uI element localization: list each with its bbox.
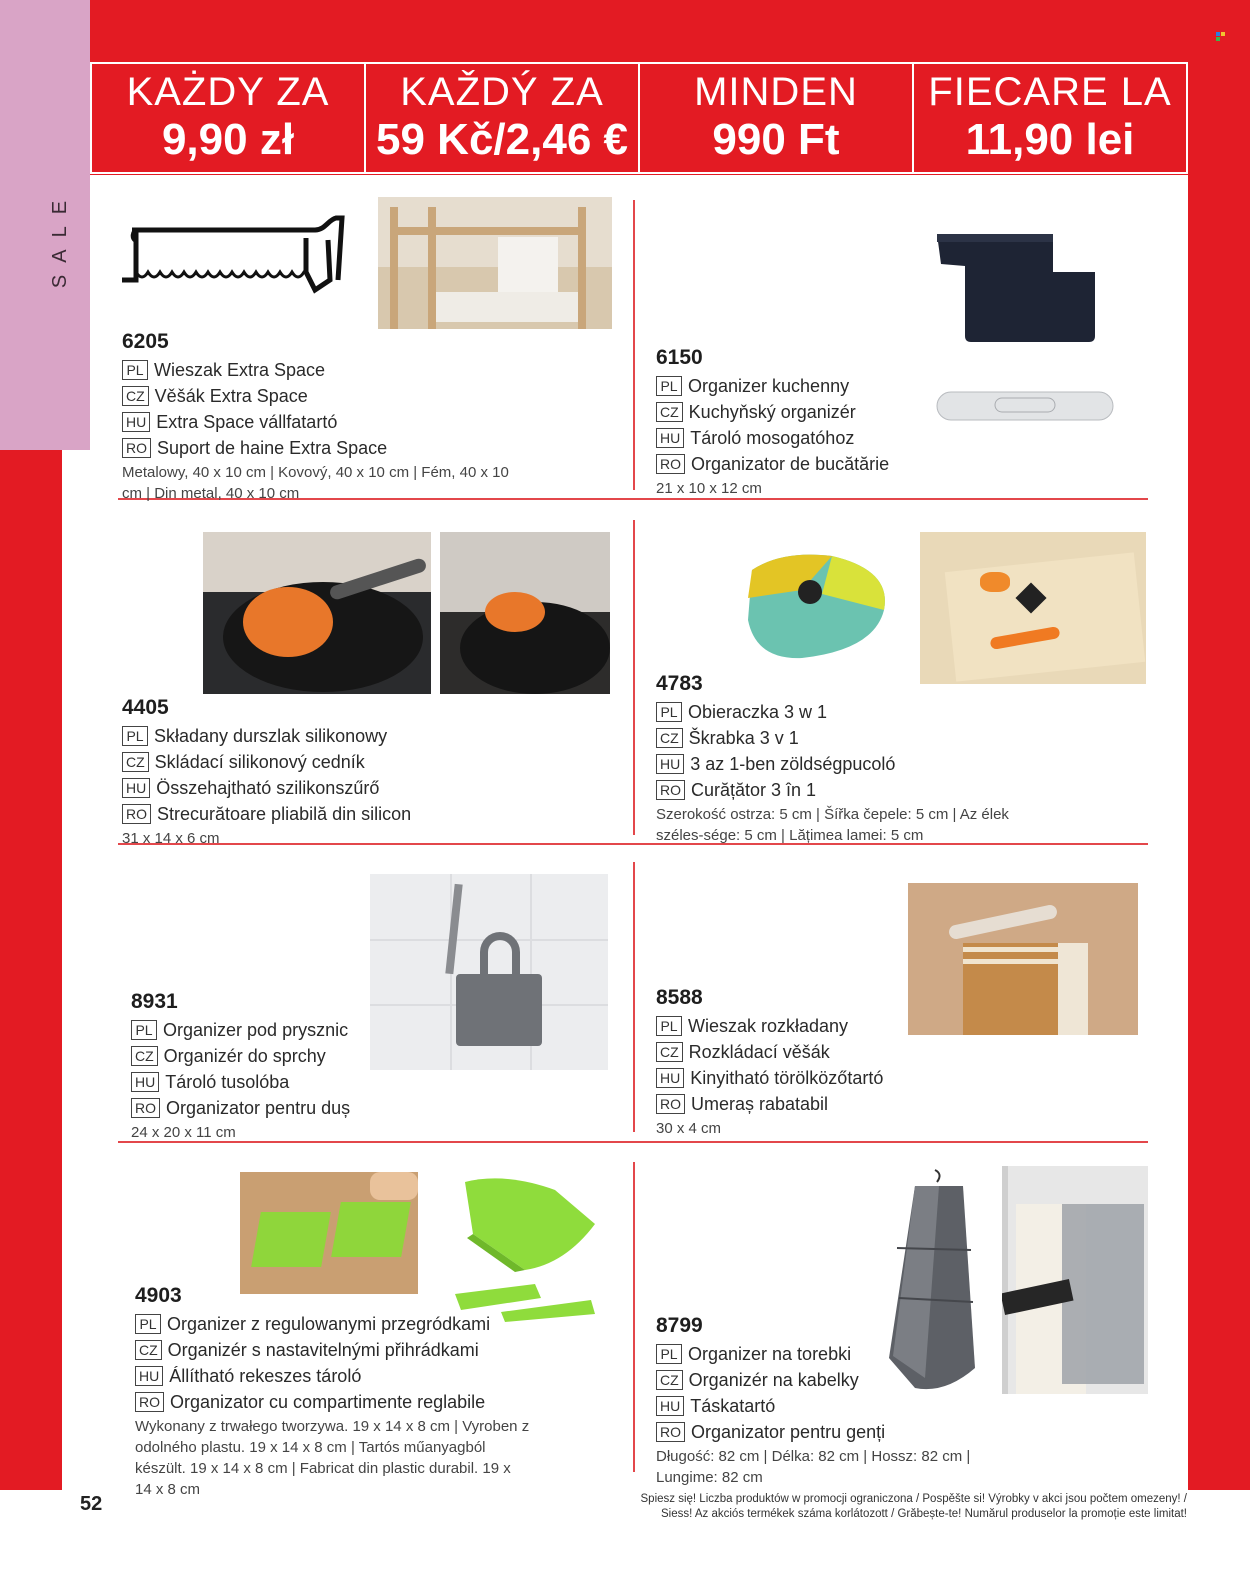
country-code-badge: PL [135, 1314, 161, 1334]
peeler-board-photo [920, 532, 1146, 684]
product-name: Organizér na kabelky [688, 1369, 859, 1390]
country-code-badge: PL [656, 1016, 682, 1036]
product-name-line [656, 725, 1056, 751]
country-code-badge: PL [122, 726, 148, 746]
product-name: Organizér s nastavitelnými přihrádkami [167, 1339, 479, 1360]
product-name: Organizator de bucătărie [691, 453, 890, 474]
kitchen-organizer-image [935, 228, 1105, 346]
product-name-line [656, 699, 1056, 725]
product-name: Tároló tusolóba [165, 1071, 290, 1092]
country-code-badge: PL [656, 702, 682, 722]
product-name-line [122, 801, 522, 827]
divider [633, 1162, 635, 1472]
peeler-image [742, 550, 892, 662]
product-6205 [122, 330, 522, 504]
country-code-badge: CZ [656, 1042, 683, 1062]
drip-tray-image [935, 388, 1115, 424]
product-dimensions: 31 x 14 x 6 cm [122, 830, 220, 847]
product-name: Állítható rekeszes tároló [169, 1365, 362, 1386]
country-code-badge: RO [656, 1422, 685, 1442]
product-dimensions: 24 x 20 x 11 cm [131, 1124, 236, 1141]
product-8799 [656, 1314, 1036, 1488]
towel-rack-photo [908, 883, 1138, 1035]
country-code-badge: HU [131, 1072, 159, 1092]
divider [633, 862, 635, 1132]
product-name-line [656, 1367, 1036, 1393]
product-name-line [131, 1043, 371, 1069]
divider [633, 520, 635, 835]
product-code: 6150 [656, 346, 703, 369]
country-code-badge: RO [131, 1098, 160, 1118]
product-name-line [656, 1013, 906, 1039]
product-name-line [122, 383, 522, 409]
sale-strip [0, 0, 90, 450]
right-border [1188, 0, 1250, 1490]
product-name: Kuchyňský organizér [688, 401, 856, 422]
product-name-line [656, 1419, 1036, 1445]
left-border [0, 445, 62, 1490]
shower-organizer-photo [370, 874, 608, 1070]
product-name-line [135, 1389, 530, 1415]
price-header [90, 62, 1188, 174]
product-name-line [656, 1039, 906, 1065]
product-name: Curățător 3 în 1 [691, 779, 817, 800]
product-name-line [656, 777, 1056, 803]
product-code: 6205 [122, 330, 169, 353]
product-name: Suport de haine Extra Space [157, 437, 388, 458]
product-name-line [135, 1363, 530, 1389]
product-name: Strecurătoare pliabilă din silicon [157, 803, 412, 824]
compartment-organizer-photo [240, 1172, 418, 1294]
product-code: 4405 [122, 696, 169, 719]
hanger-image [110, 210, 350, 295]
country-code-badge: HU [656, 754, 684, 774]
colander-faucet-photo [440, 532, 610, 694]
country-code-badge: PL [131, 1020, 157, 1040]
price-hu: MINDEN 990 Ft [638, 62, 912, 174]
page-number: 52 [80, 1493, 103, 1515]
product-name-line [122, 409, 522, 435]
product-name-line [656, 751, 1056, 777]
product-name: Věšák Extra Space [154, 385, 308, 406]
country-code-badge: RO [656, 1094, 685, 1114]
product-code: 8799 [656, 1314, 703, 1337]
product-name: Extra Space vállfatartó [156, 411, 338, 432]
product-name-line [656, 1065, 906, 1091]
product-name: Organizer na torebki [688, 1343, 852, 1364]
country-code-badge: PL [122, 360, 148, 380]
price-ro: FIECARE LA 11,90 lei [912, 62, 1188, 174]
country-code-badge: HU [656, 1396, 684, 1416]
product-name: Wieszak rozkładany [688, 1015, 849, 1036]
product-name: Táskatartó [690, 1395, 776, 1416]
product-name-line [656, 1091, 906, 1117]
color-dots-icon [1216, 32, 1226, 42]
product-name: Tároló mosogatóhoz [690, 427, 855, 448]
product-name-line [122, 775, 522, 801]
product-code: 8588 [656, 986, 703, 1009]
price-cz: KAŽDÝ ZA 59 Kč/2,46 € [364, 62, 638, 174]
product-dimensions: Metalowy, 40 x 10 cm | Kovový, 40 x 10 cm | Fém, 40 x 10 cm | Din metal, 40 x 10 cm [122, 464, 509, 502]
product-name-line [135, 1337, 530, 1363]
product-dimensions: Długość: 82 cm | Délka: 82 cm | Hossz: 82 cm | Lungime: 82 cm [656, 1448, 971, 1486]
country-code-badge: CZ [131, 1046, 158, 1066]
bunk-bed-photo [378, 197, 612, 329]
country-code-badge: RO [122, 438, 151, 458]
sale-label: SALE [49, 188, 72, 288]
product-name: Organizer pod prysznic [163, 1019, 349, 1040]
divider [633, 200, 635, 490]
product-8588 [656, 986, 906, 1139]
country-code-badge: CZ [656, 728, 683, 748]
country-code-badge: CZ [122, 752, 149, 772]
product-name-line [656, 451, 926, 477]
product-name-line [122, 435, 522, 461]
product-name-line [656, 425, 926, 451]
product-name-line [656, 399, 926, 425]
country-code-badge: HU [656, 1068, 684, 1088]
product-name-line [122, 723, 522, 749]
product-name: Organizér do sprchy [163, 1045, 326, 1066]
product-dimensions: Wykonany z trwałego tworzywa. 19 x 14 x 8 cm | Vyroben z odolného plastu. 19 x 14 x 8 cm | Tartós műanyagból készült. 19 x 14 x 8 cm | Fabricat din plastic durabil. 19 x 14 x 8 cm [135, 1418, 530, 1498]
product-name-line [131, 1069, 371, 1095]
country-code-badge: CZ [122, 386, 149, 406]
product-name: Składany durszlak silikonowy [154, 725, 388, 746]
country-code-badge: CZ [656, 1370, 683, 1390]
product-4783 [656, 672, 1056, 846]
product-name-line [122, 749, 522, 775]
country-code-badge: RO [656, 454, 685, 474]
product-name: 3 az 1-ben zöldségpucoló [690, 753, 896, 774]
product-name: Obieraczka 3 w 1 [688, 701, 828, 722]
country-code-badge: RO [122, 804, 151, 824]
product-dimensions: 30 x 4 cm [656, 1120, 722, 1137]
product-name: Kinyitható törölközőtartó [690, 1067, 884, 1088]
product-dimensions: Szerokość ostrza: 5 cm | Šířka čepele: 5 cm | Az élek széles-sége: 5 cm | Lățimea lamei: 5 cm [656, 806, 1009, 844]
product-name-line [135, 1311, 530, 1337]
product-code: 4903 [135, 1284, 182, 1307]
product-name: Škrabka 3 v 1 [688, 727, 799, 748]
colander-sink-photo [203, 532, 431, 694]
product-8931 [131, 990, 371, 1143]
country-code-badge: CZ [135, 1340, 162, 1360]
product-name: Organizer kuchenny [688, 375, 850, 396]
country-code-badge: HU [122, 412, 150, 432]
product-name: Organizator cu compartimente reglabile [170, 1391, 486, 1412]
product-4903 [135, 1284, 530, 1500]
product-name: Wieszak Extra Space [154, 359, 326, 380]
product-name: Organizer z regulowanymi przegródkami [167, 1313, 491, 1334]
product-name: Organizator pentru genți [691, 1421, 886, 1442]
product-name-line [656, 1341, 1036, 1367]
product-4405 [122, 696, 522, 849]
product-name: Organizator pentru duș [166, 1097, 351, 1118]
product-name-line [131, 1017, 371, 1043]
product-name: Skládací silikonový cedník [154, 751, 365, 772]
country-code-badge: HU [135, 1366, 163, 1386]
product-name-line [656, 373, 926, 399]
product-name-line [122, 357, 522, 383]
country-code-badge: CZ [656, 402, 683, 422]
product-code: 4783 [656, 672, 703, 695]
country-code-badge: HU [656, 428, 684, 448]
product-name: Rozkládací věšák [688, 1041, 830, 1062]
country-code-badge: RO [135, 1392, 164, 1412]
country-code-badge: PL [656, 376, 682, 396]
footer-note: Spiesz się! Liczba produktów w promocji ograniczona / Pospěšte si! Výrobky v akci jsou počtem omezeny! / Siess! Az akciós termékek száma korlátozott / Grăbește-te! Numărul produselor la promoție este limitat! [640, 1493, 1187, 1520]
price-pl: KAŻDY ZA 9,90 zł [90, 62, 364, 174]
product-code: 8931 [131, 990, 178, 1013]
country-code-badge: RO [656, 780, 685, 800]
product-name-line [131, 1095, 371, 1121]
product-dimensions: 21 x 10 x 12 cm [656, 480, 762, 497]
product-name-line [656, 1393, 1036, 1419]
country-code-badge: PL [656, 1344, 682, 1364]
product-name: Összehajtható szilikonszűrő [156, 777, 380, 798]
country-code-badge: HU [122, 778, 150, 798]
product-6150 [656, 346, 926, 499]
product-name: Umeraș rabatabil [691, 1093, 829, 1114]
